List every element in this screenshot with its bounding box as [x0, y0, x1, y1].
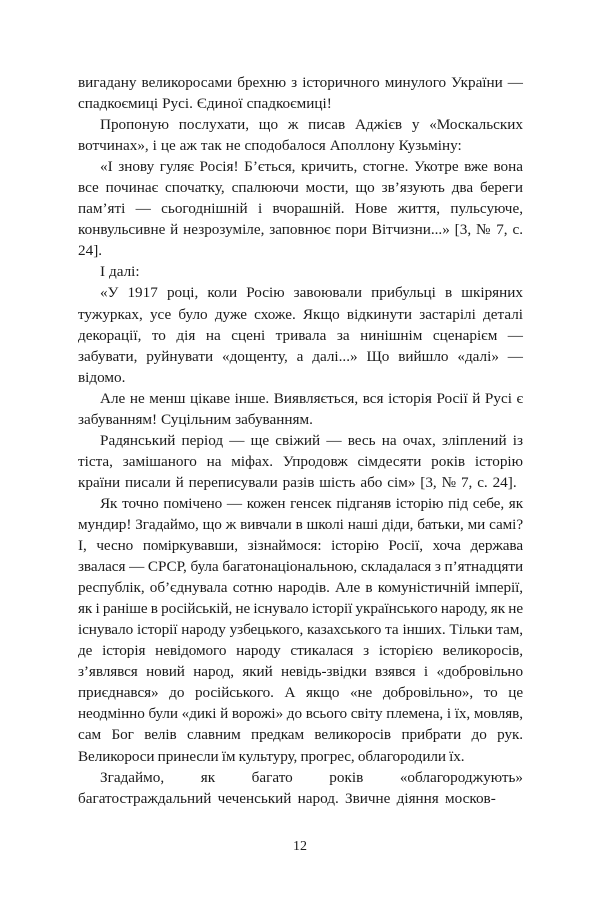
- paragraph: Радянський період — ще свіжий — весь на очах, зліплений із тіста, замішаного на міфах. Упродовж сімдесяти років історію країни писали й переписували разів шість або сім» [3, № 7, с. 24].: [78, 431, 523, 491]
- page-number: 12: [293, 839, 307, 854]
- paragraph-main: Як точно помічено — кожен генсек підганяв історію під себе, як мундир! Згадаймо, що ж вивчали в школі наші діди, батьки, ми самі? І, чесно поміркувавши, зізнаймося: історію Росії, хоча держава звалася — СРСР, була багатонаціональною, складалася з п’ятнадцяти республік, об’єднувала сотню народів. Але в комуністичній імперії, як і раніше в російській, не існувало історії українського народу, як не існувало історії народу узбецького, казахського та інших. Тільки там, де історія невідомого народу стикалася з історією великоросів, з’являвся новий народ, який невідь-звідки взявся і «добровільно приєднався» до російського. А якщо «не добровільно», то це неодмінно були «дикі й ворожі» до всього світу племена, і їх, мовляв, сам Бог велів славним предкам великоросів прибрати до рук. Великороси принесли їм культуру, прогрес, облагородили їх.: [78, 494, 523, 765]
- paragraph-quote: «У 1917 році, коли Росію завоювали прибульці в шкіряних тужурках, усе було дуже схоже. Якщо відкинути застарілі деталі декорації, то дія на сцені тривала за нинішнім сценарієм — забувати, руйнувати «дощенту, а далі...» Що вийшло «далі» — відомо.: [78, 284, 523, 386]
- paragraph-lead-in: І далі:: [100, 263, 140, 281]
- paragraph-quote: «І знову гуляє Росія! Б’ється, кричить, стогне. Укотре вже вона все починає спочатку, спалюючи мости, що зв’язують два береги пам’яті — сьогоднішній і вчорашній. Нове життя, пульсуюче, конвульсивне й незрозуміле, заповнює пори Вітчизни...» [3, № 7, с. 24].: [78, 158, 523, 260]
- paragraph-continuation: вигадану великоросами брехню з історичного минулого України — спадкоємиці Русі. Єдиної спадкоємиці!: [78, 74, 523, 113]
- paragraph: Але не менш цікаве інше. Виявляється, вся історія Росії й Русі є забуванням! Суцільним забуванням.: [78, 389, 523, 428]
- page-text-block: [78, 72, 523, 809]
- paragraph: Пропоную послухати, що ж писав Аджієв у «Москальских вотчинах», і це аж так не сподобалося Аполлону Кузьміну:: [78, 116, 523, 155]
- paragraph-final: Згадаймо, як багато років «облагороджують» багатостраждальний чеченський народ. Звичне діяння москов-: [78, 768, 523, 807]
